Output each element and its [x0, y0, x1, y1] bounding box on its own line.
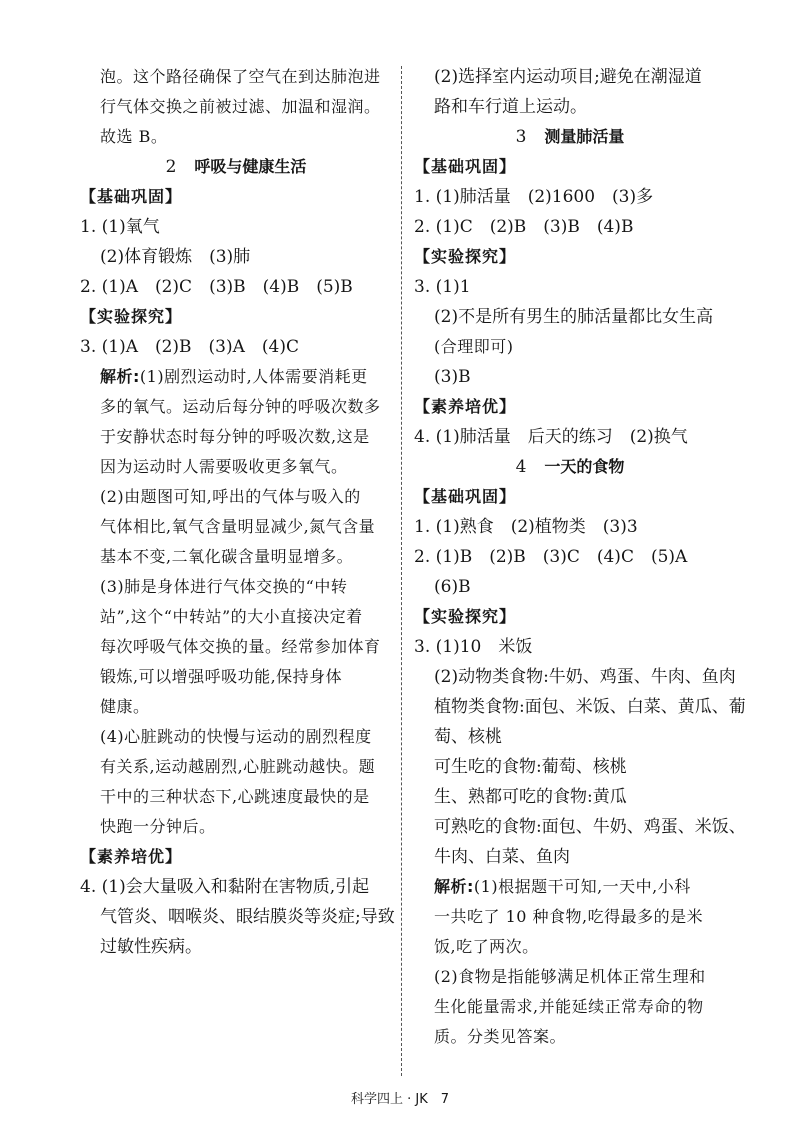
answer-line — [414, 752, 726, 782]
answer-line — [414, 62, 726, 92]
answer-line — [80, 62, 392, 92]
answer-line — [414, 662, 736, 692]
line-text: (3)肺是身体进行气体交换的“中转 — [100, 577, 348, 596]
analysis-label: 解析: — [100, 367, 140, 386]
line-text: 2. (1)B (2)B (3)C (4)C (5)A — [414, 547, 688, 567]
line-text: 2. (1)A (2)C (3)B (4)B (5)B — [80, 277, 353, 297]
section-heading: 呼吸与健康生活 — [194, 157, 307, 176]
section-number: 4 — [515, 457, 527, 477]
line-text: 3. (1)A (2)B (3)A (4)C — [80, 337, 299, 357]
line-text: 1. (1)熟食 (2)植物类 (3)3 — [414, 517, 638, 537]
line-text: (3)B — [434, 367, 471, 387]
line-text: (4)心脏跳动的快慢与运动的剧烈程度 — [100, 727, 372, 746]
answer-line — [414, 932, 726, 962]
answer-line — [414, 542, 726, 572]
answer-line — [414, 992, 726, 1022]
answer-line — [80, 752, 392, 782]
line-text: 故选 B。 — [100, 127, 168, 146]
answer-line — [80, 272, 392, 302]
answer-line — [80, 542, 392, 572]
answer-line — [414, 872, 726, 902]
section-title — [414, 122, 726, 152]
answer-line — [80, 632, 392, 662]
line-text: 3. (1)1 — [414, 277, 471, 297]
answer-line — [414, 962, 726, 992]
line-text: 4. (1)会大量吸入和黏附在害物质,引起 — [80, 877, 370, 897]
line-text: 4. (1)肺活量 后天的练习 (2)换气 — [414, 427, 688, 447]
answer-line — [414, 302, 726, 332]
answer-line — [414, 92, 726, 122]
answer-line — [80, 122, 392, 152]
section-heading: 测量肺活量 — [544, 127, 625, 146]
answer-line — [80, 512, 392, 542]
answer-line — [414, 212, 726, 242]
line-text: (1)根据题干可知,一天中,小科 — [473, 877, 691, 896]
line-text: 于安静状态时每分钟的呼吸次数,这是 — [100, 427, 370, 446]
line-text: 泡。这个路径确保了空气在到达肺泡进 — [100, 67, 381, 86]
subsection-heading: 【素养培优】 — [80, 847, 183, 866]
subsection-heading: 【实验探究】 — [414, 247, 517, 266]
answer-line — [80, 692, 392, 722]
answer-line — [80, 932, 392, 962]
answer-line — [80, 482, 392, 512]
line-text: 基本不变,二氧化碳含量明显增多。 — [100, 547, 354, 566]
line-text: 气体相比,氧气含量明显减少,氮气含量 — [100, 517, 376, 536]
line-text: (合理即可) — [434, 337, 514, 356]
column-divider — [401, 66, 402, 1076]
subsection-heading: 【实验探究】 — [414, 607, 517, 626]
answer-line — [80, 392, 392, 422]
line-text: 健康。 — [100, 697, 150, 716]
line-text: 干中的三种状态下,心跳速度最快的是 — [100, 787, 370, 806]
answer-line — [414, 422, 726, 452]
answer-line — [414, 272, 726, 302]
answer-line — [414, 1022, 726, 1052]
section-heading: 一天的食物 — [544, 457, 625, 476]
line-text: 3. (1)10 米饭 — [414, 637, 533, 657]
line-text: 生化能量需求,并能延续正常寿命的物 — [434, 997, 704, 1016]
line-text: 行气体交换之前被过滤、加温和湿润。 — [100, 97, 381, 116]
answer-line — [414, 332, 726, 362]
answer-line — [80, 212, 392, 242]
answer-line — [80, 782, 392, 812]
line-text: (2)动物类食物:牛奶、鸡蛋、牛肉、鱼肉 — [434, 667, 736, 687]
line-text: (1)剧烈运动时,人体需要消耗更 — [139, 367, 368, 386]
line-text: (2)食物是指能够满足机体正常生理和 — [434, 967, 706, 986]
line-text: 因为运动时人需要吸收更多氧气。 — [100, 457, 348, 476]
answer-line — [80, 362, 392, 392]
section-title — [414, 452, 726, 482]
section-title — [80, 152, 392, 182]
line-text: 每次呼吸气体交换的量。经常参加体育 — [100, 637, 381, 656]
answer-line — [80, 422, 392, 452]
answer-line — [414, 362, 726, 392]
section-number: 3 — [515, 127, 527, 147]
line-text: (2)选择室内运动项目;避免在潮湿道 — [434, 67, 702, 87]
answer-line — [414, 692, 746, 722]
answer-line — [414, 782, 726, 812]
subsection-heading: 【基础巩固】 — [80, 187, 183, 206]
line-text: 2. (1)C (2)B (3)B (4)B — [414, 217, 634, 237]
answer-line — [80, 242, 392, 272]
answer-line — [80, 452, 392, 482]
answer-line — [414, 812, 746, 842]
line-text: 锻炼,可以增强呼吸功能,保持身体 — [100, 667, 343, 686]
line-text: 生、熟都可吃的食物:黄瓜 — [434, 787, 627, 807]
right-column — [414, 62, 746, 1052]
subsection-heading: 【基础巩固】 — [414, 487, 517, 506]
line-text: (2)体育锻炼 (3)肺 — [100, 247, 251, 267]
answer-line — [414, 512, 726, 542]
line-text: 多的氧气。运动后每分钟的呼吸次数多 — [100, 397, 381, 416]
line-text: 植物类食物:面包、米饭、白菜、黄瓜、葡 — [434, 697, 746, 717]
answer-line — [414, 632, 726, 662]
line-text: 牛肉、白菜、鱼肉 — [434, 847, 570, 867]
left-column — [80, 62, 395, 962]
subsection-heading: 【素养培优】 — [414, 397, 517, 416]
line-text: 快跑一分钟后。 — [100, 817, 216, 836]
analysis-label: 解析: — [434, 877, 474, 896]
line-text: 气管炎、咽喉炎、眼结膜炎等炎症;导致 — [100, 907, 395, 927]
answer-line — [414, 902, 726, 932]
page-footer: 科学四上 · JK 7 — [350, 1092, 450, 1107]
line-text: 可生吃的食物:葡萄、核桃 — [434, 757, 627, 777]
section-number: 2 — [165, 157, 177, 177]
line-text: 1. (1)氧气 — [80, 217, 160, 237]
answer-line — [80, 902, 395, 932]
subsection-heading: 【基础巩固】 — [414, 157, 517, 176]
line-text: 路和车行道上运动。 — [434, 97, 587, 117]
answer-line — [414, 572, 726, 602]
answer-line — [80, 872, 392, 902]
answer-line — [80, 92, 392, 122]
subsection-heading: 【实验探究】 — [80, 307, 183, 326]
answer-line — [80, 812, 392, 842]
line-text: 可熟吃的食物:面包、牛奶、鸡蛋、米饭、 — [434, 817, 746, 837]
line-text: 1. (1)肺活量 (2)1600 (3)多 — [414, 187, 654, 207]
line-text: 萄、核桃 — [434, 727, 502, 747]
answer-line — [80, 602, 392, 632]
answer-line — [80, 572, 392, 602]
line-text: 过敏性疾病。 — [100, 937, 202, 957]
line-text: (2)不是所有男生的肺活量都比女生高 — [434, 307, 714, 327]
line-text: 有关系,运动越剧烈,心脏跳动越快。题 — [100, 757, 376, 776]
line-text: 质。分类见答案。 — [434, 1027, 567, 1046]
line-text: 饭,吃了两次。 — [434, 937, 539, 956]
answer-line — [414, 182, 726, 212]
line-text: 站”,这个“中转站”的大小直接决定着 — [100, 607, 363, 626]
answer-line — [80, 662, 392, 692]
answer-line — [414, 842, 726, 872]
line-text: (6)B — [434, 577, 471, 597]
line-text: (2)由题图可知,呼出的气体与吸入的 — [100, 487, 361, 506]
answer-line — [80, 332, 392, 362]
answer-line — [80, 722, 392, 752]
answer-line — [414, 722, 726, 752]
line-text: 一共吃了 10 种食物,吃得最多的是米 — [434, 907, 704, 926]
